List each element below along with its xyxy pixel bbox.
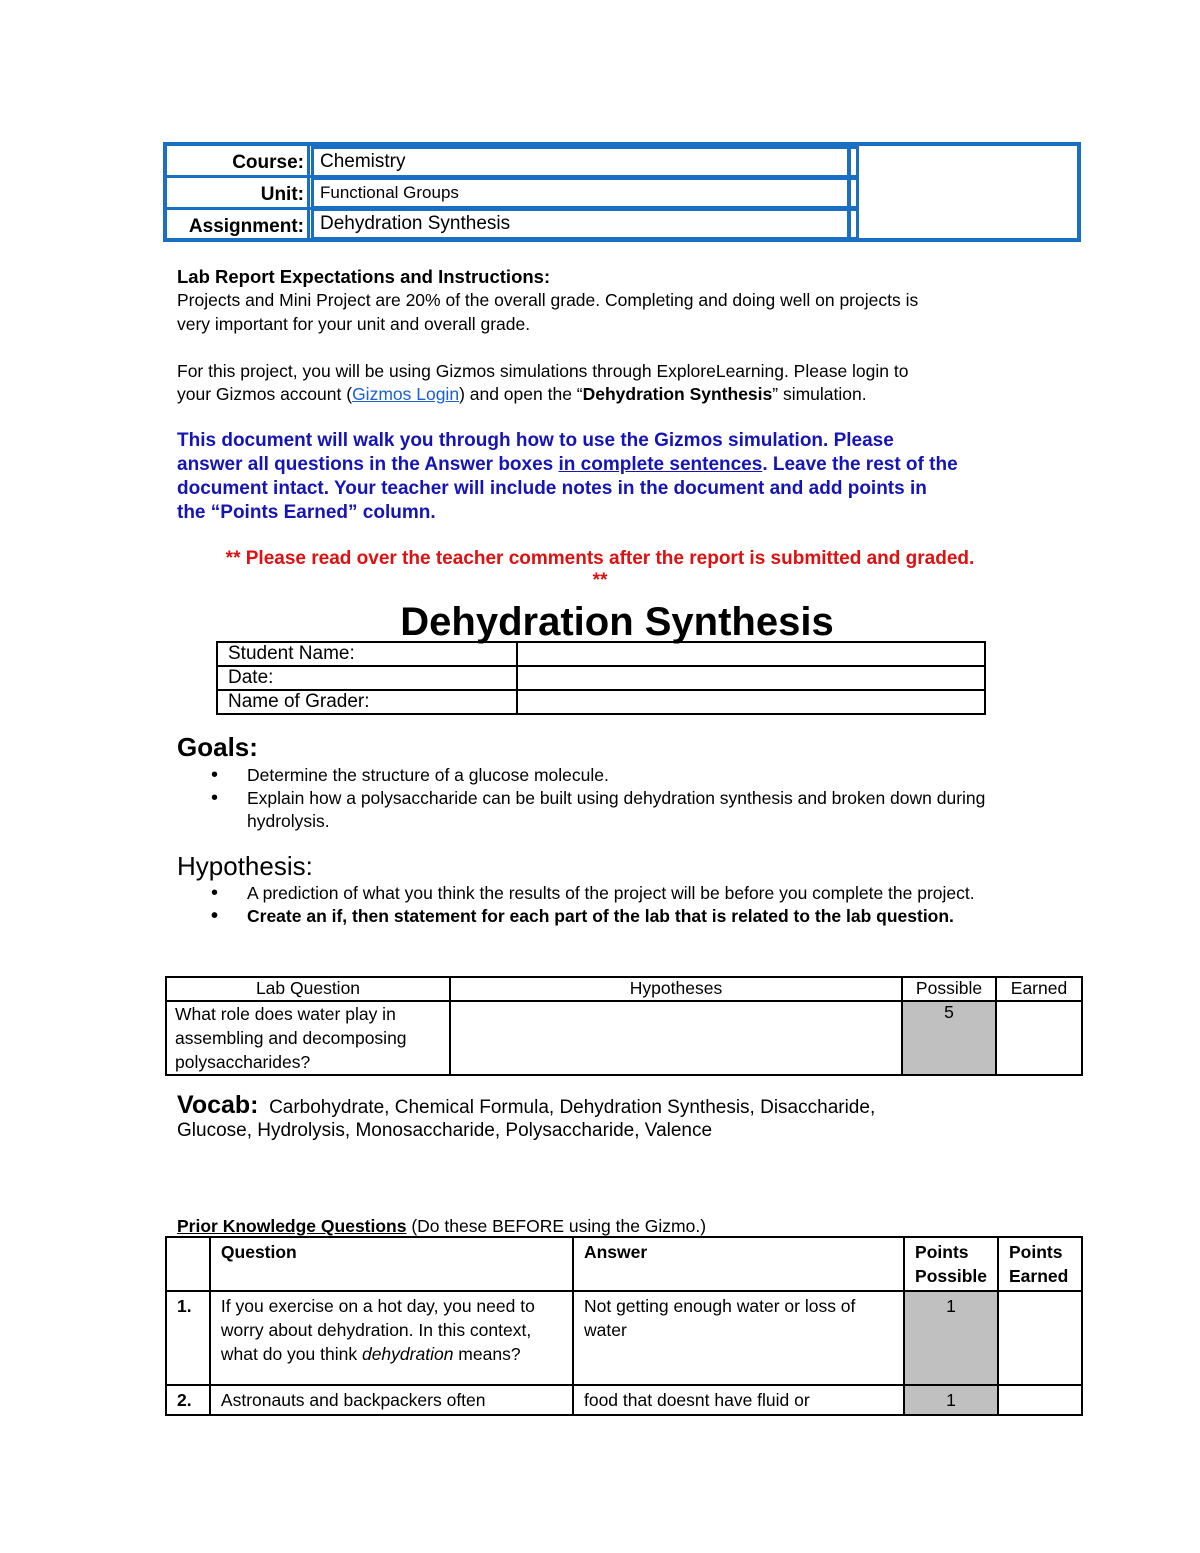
row-number: 2. (166, 1385, 210, 1415)
vocab-line1: Vocab: Carbohydrate, Chemical Formula, Dehydration Synthesis, Disaccharide, (177, 1091, 876, 1119)
hypotheses-answer-cell[interactable] (450, 1001, 902, 1075)
col-points-possible: Points Possible (904, 1237, 998, 1291)
table-row (166, 1291, 1082, 1385)
col-lab-question: Lab Question (166, 977, 450, 1001)
earned-points-cell (996, 1001, 1082, 1075)
blue-note-line2: answer all questions in the Answer boxes in complete sentences. Leave the rest of the (177, 454, 958, 475)
row-number: 1. (166, 1291, 210, 1385)
table-row (217, 690, 985, 714)
col-number (166, 1237, 210, 1291)
points-possible-cell: 1 (904, 1385, 998, 1415)
list-item: • A prediction of what you think the results of the project will be before you complete the project. (247, 882, 1037, 905)
student-name-label: Student Name: (217, 642, 517, 666)
vocab-line2: Glucose, Hydrolysis, Monosaccharide, Polysaccharide, Valence (177, 1120, 713, 1141)
col-question: Question (210, 1237, 573, 1291)
student-name-field[interactable] (517, 642, 985, 666)
blank-cell (847, 146, 1081, 238)
page-title: Dehydration Synthesis (400, 600, 834, 644)
hypothesis-list (177, 882, 1107, 928)
prior-knowledge-heading: Prior Knowledge Questions (Do these BEFORE using the Gizmo.) (177, 1216, 707, 1236)
col-possible: Possible (902, 977, 996, 1001)
grader-label: Name of Grader: (217, 690, 517, 714)
col-hypotheses: Hypotheses (450, 977, 902, 1001)
col-answer: Answer (573, 1237, 904, 1291)
col-points-earned: Points Earned (998, 1237, 1082, 1291)
list-item: • Create an if, then statement for each part of the lab that is related to the lab question. (247, 905, 1107, 928)
unit-label: Unit: (260, 184, 304, 205)
blue-note-line4: the “Points Earned” column. (177, 502, 436, 523)
blue-note-line3: document intact. Your teacher will include notes in the document and add points in (177, 478, 927, 499)
red-note-line2: ** (592, 570, 608, 591)
assignment-value: Dehydration Synthesis (311, 208, 859, 240)
table-header-row (166, 1237, 1082, 1291)
instructions-para1-line2: very important for your unit and overall grade. (177, 314, 531, 334)
points-earned-cell (998, 1385, 1082, 1415)
table-row (166, 1001, 1082, 1075)
table-header-row (166, 977, 1082, 1001)
instructions-para2-line1: For this project, you will be using Gizmos simulations through ExploreLearning. Please login to (177, 361, 909, 381)
answer-cell[interactable]: food that doesnt have fluid or (573, 1385, 904, 1415)
course-label: Course: (232, 152, 304, 173)
prior-knowledge-table (165, 1236, 1083, 1416)
question-cell: Astronauts and backpackers often (210, 1385, 573, 1415)
goals-list (177, 764, 1107, 833)
col-earned: Earned (996, 977, 1082, 1001)
instructions-para2-line2: your Gizmos account (Gizmos Login) and open the “Dehydration Synthesis” simulation. (177, 384, 867, 404)
course-info-box (163, 142, 1081, 242)
instructions-para1-line1: Projects and Mini Project are 20% of the overall grade. Completing and doing well on projects is (177, 290, 919, 310)
points-earned-cell (998, 1291, 1082, 1385)
gizmos-login-link[interactable]: Gizmos Login (352, 384, 460, 404)
question-cell: If you exercise on a hot day, you need to worry about dehydration. In this context, what do you think dehydration means? (210, 1291, 573, 1385)
blue-note-line1: This document will walk you through how to use the Gizmos simulation. Please (177, 430, 894, 451)
date-field[interactable] (517, 666, 985, 690)
date-label: Date: (217, 666, 517, 690)
table-row (217, 642, 985, 666)
table-row (217, 666, 985, 690)
assignment-label: Assignment: (188, 216, 304, 237)
list-item: • Determine the structure of a glucose molecule. (247, 764, 1107, 787)
table-row (166, 1385, 1082, 1415)
student-info-table (216, 641, 986, 715)
possible-points-cell: 5 (902, 1001, 996, 1075)
course-value: Chemistry (311, 146, 859, 178)
list-item: • Explain how a polysaccharide can be built using dehydration synthesis and broken down during hydrolysis. (247, 787, 1027, 833)
goals-heading: Goals: (177, 732, 258, 762)
grader-field[interactable] (517, 690, 985, 714)
points-possible-cell: 1 (904, 1291, 998, 1385)
hypothesis-table (165, 976, 1083, 1076)
hypothesis-heading: Hypothesis: (177, 851, 313, 881)
vocab-label: Vocab: (177, 1091, 259, 1119)
red-note-line1: ** Please read over the teacher comments after the report is submitted and graded. (225, 548, 975, 569)
answer-cell[interactable]: Not getting enough water or loss of water (573, 1291, 904, 1385)
lab-question-cell: What role does water play in assembling and decomposing polysaccharides? (166, 1001, 450, 1075)
instructions-heading: Lab Report Expectations and Instructions: (177, 266, 551, 287)
unit-value: Functional Groups (311, 177, 859, 209)
